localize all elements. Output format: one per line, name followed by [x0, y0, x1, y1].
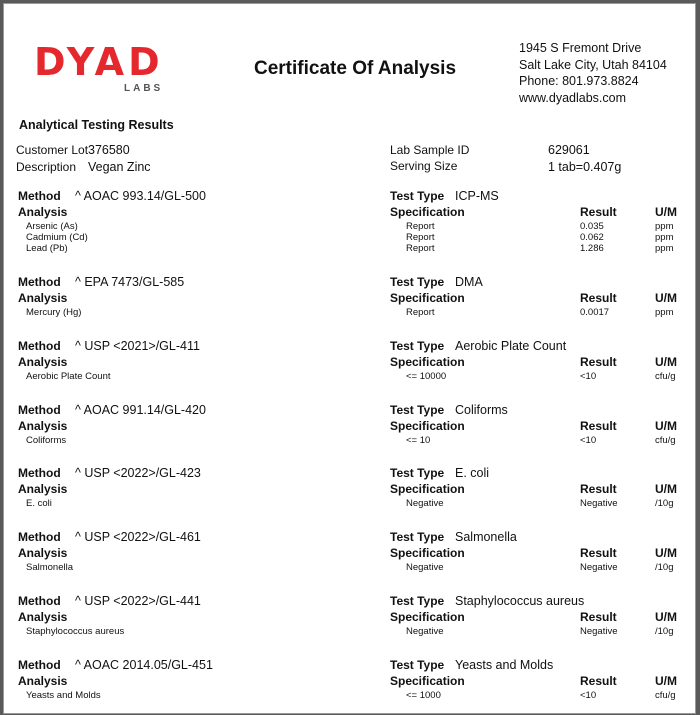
test-block	[4, 189, 695, 254]
test-block	[4, 530, 695, 590]
specification-label: Specification	[390, 674, 465, 688]
method-value: ^ AOAC 993.14/GL-500	[75, 189, 206, 203]
specification-value: <= 1000	[406, 690, 441, 701]
result-label: Result	[580, 482, 617, 496]
analysis-value: Staphylococcus aureus	[26, 626, 125, 637]
method-value: ^ AOAC 991.14/GL-420	[75, 403, 206, 417]
document-title: Certificate Of Analysis	[254, 58, 457, 79]
analysis-label: Analysis	[18, 205, 68, 219]
specification-value: <= 10	[406, 435, 431, 446]
method-value: ^ AOAC 2014.05/GL-451	[75, 658, 213, 672]
result-value: <10	[580, 435, 597, 446]
dyad-labs-logo	[34, 42, 164, 98]
test-type-value: DMA	[455, 275, 483, 289]
test-block	[4, 403, 695, 463]
test-type-label: Test Type	[390, 189, 445, 203]
specification-value: Negative	[406, 498, 444, 509]
result-label: Result	[580, 546, 617, 560]
analysis-label: Analysis	[18, 482, 68, 496]
analysis-value: Lead (Pb)	[26, 243, 68, 254]
result-value: <10	[580, 690, 597, 701]
result-label: Result	[580, 610, 617, 624]
analysis-label: Analysis	[18, 355, 68, 369]
test-block	[4, 339, 695, 399]
logo-subtext: LABS	[124, 83, 164, 94]
um-label: U/M	[655, 355, 677, 369]
description-label: Description	[16, 160, 77, 174]
um-value: /10g	[655, 562, 674, 573]
address-website: www.dyadlabs.com	[519, 90, 626, 105]
result-label: Result	[580, 291, 617, 305]
um-label: U/M	[655, 610, 677, 624]
test-type-value: Coliforms	[455, 403, 508, 417]
method-label: Method	[18, 466, 61, 480]
section-title: Analytical Testing Results	[19, 118, 174, 132]
analysis-value: Coliforms	[26, 435, 67, 446]
um-value: cfu/g	[655, 690, 676, 701]
analysis-value: Mercury (Hg)	[26, 307, 82, 318]
method-label: Method	[18, 594, 61, 608]
lab-sample-value: 629061	[548, 143, 590, 157]
result-label: Result	[580, 674, 617, 688]
um-label: U/M	[655, 674, 677, 688]
result-value: 0.035	[580, 221, 604, 232]
analysis-label: Analysis	[18, 674, 68, 688]
analysis-label: Analysis	[18, 419, 68, 433]
result-value: 1.286	[580, 243, 604, 254]
specification-label: Specification	[390, 419, 465, 433]
result-value: 0.0017	[580, 307, 610, 318]
specification-value: Report	[406, 232, 435, 243]
result-value: <10	[580, 371, 597, 382]
specification-value: Report	[406, 243, 435, 254]
specification-label: Specification	[390, 610, 465, 624]
analysis-value: E. coli	[26, 498, 52, 509]
customer-lot-label: Customer Lot	[16, 143, 89, 157]
specification-value: Report	[406, 221, 435, 232]
method-value: ^ USP <2021>/GL-411	[75, 339, 200, 353]
test-type-label: Test Type	[390, 530, 445, 544]
method-label: Method	[18, 339, 61, 353]
test-type-label: Test Type	[390, 275, 445, 289]
um-value: cfu/g	[655, 435, 676, 446]
um-label: U/M	[655, 546, 677, 560]
lab-sample-label: Lab Sample ID	[390, 143, 470, 157]
method-value: ^ USP <2022>/GL-461	[75, 530, 201, 544]
test-block	[4, 275, 695, 335]
customer-lot-value: 376580	[88, 143, 130, 157]
specification-label: Specification	[390, 205, 465, 219]
um-value: cfu/g	[655, 371, 676, 382]
method-label: Method	[18, 275, 61, 289]
test-block	[4, 594, 695, 654]
method-label: Method	[18, 189, 61, 203]
method-label: Method	[18, 530, 61, 544]
specification-value: Negative	[406, 562, 444, 573]
um-value: /10g	[655, 498, 674, 509]
analysis-label: Analysis	[18, 291, 68, 305]
um-value: ppm	[655, 221, 674, 232]
specification-value: <= 10000	[406, 371, 447, 382]
specification-label: Specification	[390, 482, 465, 496]
specification-value: Report	[406, 307, 435, 318]
um-value: /10g	[655, 626, 674, 637]
test-type-label: Test Type	[390, 403, 445, 417]
analysis-label: Analysis	[18, 546, 68, 560]
specification-label: Specification	[390, 291, 465, 305]
method-value: ^ EPA 7473/GL-585	[75, 275, 185, 289]
um-value: ppm	[655, 307, 674, 318]
specification-value: Negative	[406, 626, 444, 637]
test-type-label: Test Type	[390, 466, 445, 480]
serving-size-label: Serving Size	[390, 159, 458, 173]
result-value: 0.062	[580, 232, 604, 243]
logo-wordmark: DYAD	[34, 40, 164, 84]
test-type-value: ICP-MS	[455, 189, 499, 203]
certificate-page	[3, 3, 696, 714]
lab-address	[519, 40, 667, 106]
analysis-value: Yeasts and Molds	[26, 690, 101, 701]
test-block	[4, 466, 695, 526]
um-label: U/M	[655, 291, 677, 305]
specification-label: Specification	[390, 546, 465, 560]
test-type-value: Salmonella	[455, 530, 517, 544]
test-type-label: Test Type	[390, 339, 445, 353]
method-value: ^ USP <2022>/GL-423	[75, 466, 201, 480]
serving-size-value: 1 tab=0.407g	[548, 160, 622, 174]
method-label: Method	[18, 658, 61, 672]
analysis-value: Arsenic (As)	[26, 221, 78, 232]
description-value: Vegan Zinc	[88, 160, 151, 174]
address-phone: Phone: 801.973.8824	[519, 74, 639, 88]
analysis-value: Aerobic Plate Count	[26, 371, 111, 382]
result-label: Result	[580, 419, 617, 433]
test-type-value: Yeasts and Molds	[455, 658, 554, 672]
test-type-value: Staphylococcus aureus	[455, 594, 585, 608]
test-type-value: Aerobic Plate Count	[455, 339, 567, 353]
method-label: Method	[18, 403, 61, 417]
result-label: Result	[580, 355, 617, 369]
test-type-label: Test Type	[390, 594, 445, 608]
result-value: Negative	[580, 626, 618, 637]
analysis-label: Analysis	[18, 610, 68, 624]
test-type-label: Test Type	[390, 658, 445, 672]
analysis-value: Cadmium (Cd)	[26, 232, 88, 243]
test-block	[4, 658, 695, 714]
test-type-value: E. coli	[455, 466, 490, 480]
method-value: ^ USP <2022>/GL-441	[75, 594, 201, 608]
um-label: U/M	[655, 482, 677, 496]
result-label: Result	[580, 205, 617, 219]
um-label: U/M	[655, 205, 677, 219]
analysis-value: Salmonella	[26, 562, 73, 573]
result-value: Negative	[580, 498, 618, 509]
um-value: ppm	[655, 232, 674, 243]
specification-label: Specification	[390, 355, 465, 369]
address-street: 1945 S Fremont Drive	[519, 41, 642, 55]
um-value: ppm	[655, 243, 674, 254]
um-label: U/M	[655, 419, 677, 433]
result-value: Negative	[580, 562, 618, 573]
address-city: Salt Lake City, Utah 84104	[519, 57, 667, 72]
